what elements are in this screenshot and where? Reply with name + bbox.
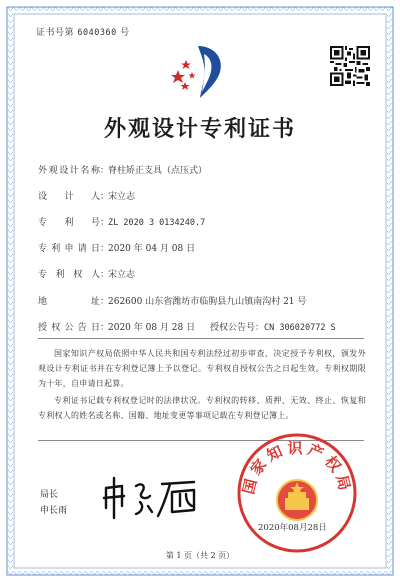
grant-date-value: 2020 年 08 月 28 日 xyxy=(108,323,196,333)
signatory-block xyxy=(40,487,67,519)
certificate-number-label: 证书号第 xyxy=(36,28,75,38)
seal-text: 国家知识产权局 xyxy=(239,439,355,496)
field-address: 地址：262600 山东省潍坊市临朐县九山镇南沟村 21 号 xyxy=(38,294,306,307)
design-name-label: 外观设计名称 xyxy=(38,166,100,176)
signatory-name: 申长雨 xyxy=(40,506,68,516)
address-value: 262600 山东省潍坊市临朐县九山镇南沟村 21 号 xyxy=(108,297,307,307)
field-grant-date: 授权公告日：2020 年 08 月 28 日 xyxy=(38,323,195,333)
body-paragraph-2: 专利证书记载专利权登记时的法律状况。专利权的转移、质押、无效、终止、恢复和专利权人的姓名或名称、国籍、地址变更等事项记载在专利登记簿上。 xyxy=(38,396,366,420)
certificate-number xyxy=(36,25,130,38)
field-grant-no: 授权公告号：CN 306020772 S xyxy=(210,323,336,333)
handwritten-signature xyxy=(100,472,220,522)
cnipa-logo-icon xyxy=(168,40,232,104)
certificate-title: 外观设计专利证书 xyxy=(103,116,296,142)
grant-no-value: CN 306020772 S xyxy=(264,323,336,333)
official-seal-icon xyxy=(232,428,362,558)
filing-date-label: 专利申请日 xyxy=(38,244,100,254)
designer-value: 宋立志 xyxy=(108,192,136,202)
seal-date: 2020年08月28日 xyxy=(258,523,327,533)
page-indicator: 第 1 页（共 2 页） xyxy=(165,551,235,560)
field-designer: 设计人：宋立志 xyxy=(38,189,135,202)
field-grant-row xyxy=(38,320,336,333)
divider-line xyxy=(38,338,364,339)
field-patent-no: 专利号：ZL 2020 3 0134240.7 xyxy=(38,215,205,228)
patent-no-label: 专利号 xyxy=(38,218,100,228)
signatory-title: 局长 xyxy=(40,490,59,500)
field-patentee: 专利权人：宋立志 xyxy=(38,267,135,280)
filing-date-value: 2020 年 04 月 08 日 xyxy=(108,244,196,254)
certificate-number-value: 6040360 xyxy=(77,28,117,38)
grant-date-label: 授权公告日 xyxy=(38,323,100,333)
patent-no-value: ZL 2020 3 0134240.7 xyxy=(108,218,206,228)
address-label: 地址 xyxy=(38,297,100,307)
grant-no-label: 授权公告号 xyxy=(210,323,256,333)
field-design-name: 外观设计名称：脊柱矫正支具（点压式） xyxy=(38,163,207,176)
patentee-value: 宋立志 xyxy=(108,270,136,280)
qr-code-icon xyxy=(330,46,370,86)
field-filing-date: 专利申请日：2020 年 04 月 08 日 xyxy=(38,241,195,254)
certificate-number-suffix: 号 xyxy=(120,28,130,38)
designer-label: 设计人 xyxy=(38,192,100,202)
patentee-label: 专利权人 xyxy=(38,270,100,280)
design-name-value: 脊柱矫正支具（点压式） xyxy=(108,166,208,176)
body-paragraph-1: 国家知识产权局依照中华人民共和国专利法经过初步审查，决定授予专利权，颁发外观设计专利证书并在专利登记簿上予以登记。专利权自授权公告之日起生效。专利权期限为十年，自申请日起算。 xyxy=(38,349,366,388)
